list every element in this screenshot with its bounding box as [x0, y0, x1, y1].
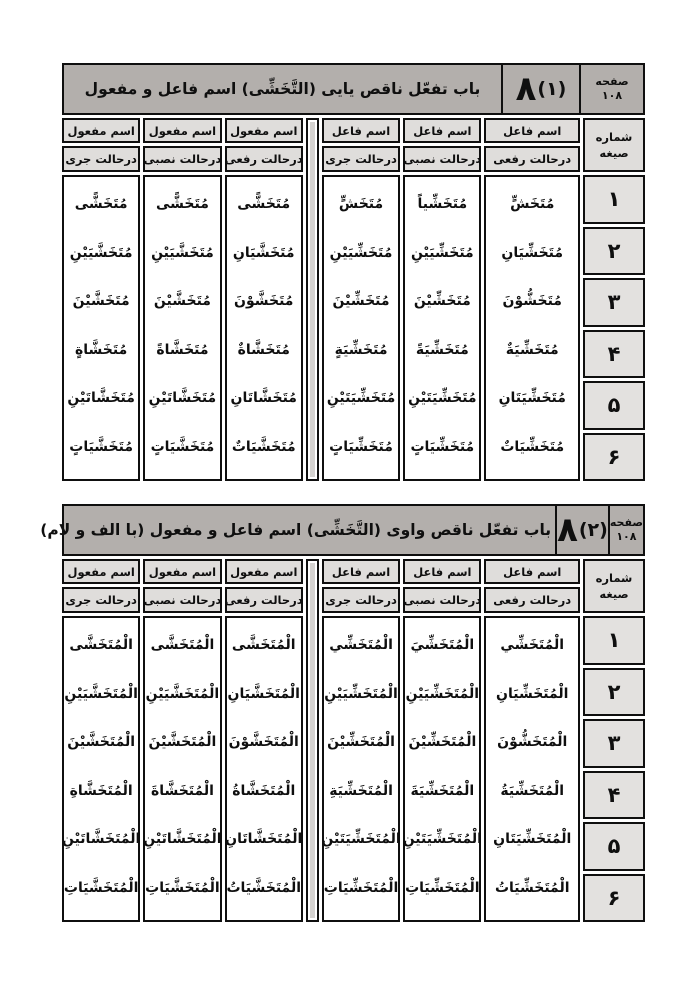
- column-ism-mafoul-jari: [62, 118, 140, 481]
- row-number-column: [583, 118, 645, 481]
- column-header-role: اسم مفعول: [143, 118, 221, 143]
- word-cell: مُتَخَشِّيَانِ: [501, 244, 564, 261]
- row-number-header: [583, 118, 645, 172]
- row-number: ۶: [583, 433, 645, 482]
- word-cell: الْمُتَخَشِّيَاتِ: [323, 879, 399, 896]
- column-ism-mafoul-jari: [62, 559, 140, 922]
- row-number: ۱: [583, 616, 645, 665]
- column-header-role: اسم مفعول: [62, 118, 140, 143]
- word-cell: مُتَخَشِّيْنَ: [413, 293, 471, 310]
- word-cell: مُتَخَشَّيَاتٍ: [150, 438, 215, 455]
- word-list: [143, 175, 221, 481]
- column-ism-fael-rafi: [484, 118, 580, 481]
- word-cell: مُتَخَشَّيَيْنِ: [151, 244, 214, 261]
- table-number-cell: [555, 506, 610, 554]
- page-content: [40, 63, 645, 922]
- column-header-case: درحالت نصبی: [403, 587, 481, 613]
- word-cell: الْمُتَخَشِّيَاتُ: [494, 879, 570, 896]
- column-header-role: اسم فاعل: [484, 559, 580, 584]
- word-cell: مُتَخَشٍّ: [338, 196, 384, 213]
- word-cell: الْمُتَخَشِّي: [329, 637, 393, 654]
- column-ism-fael-nasbi: [403, 559, 481, 922]
- column-header-case: درحالت جری: [62, 146, 140, 172]
- row-number: ۴: [583, 330, 645, 379]
- column-header-role: اسم مفعول: [225, 559, 303, 584]
- word-list: [225, 175, 303, 481]
- word-cell: الْمُتَخَشِّيَيْنِ: [324, 685, 398, 702]
- page-number-cell: [581, 65, 643, 113]
- word-cell: مُتَخَشَّيْنَ: [72, 293, 130, 310]
- word-cell: مُتَخَشَّاتَيْنِ: [148, 390, 217, 407]
- page-word: صفحه: [609, 516, 643, 530]
- word-cell: الْمُتَخَشِّيَةُ: [500, 782, 565, 799]
- column-header-case: درحالت رفعی: [225, 146, 303, 172]
- column-header-case: درحالت رفعی: [484, 146, 580, 172]
- word-cell: مُتَخَشِّيَاتٍ: [410, 438, 475, 455]
- column-header-role: اسم فاعل: [322, 559, 400, 584]
- word-cell: الْمُتَخَشَّاتَيْنِ: [61, 831, 141, 848]
- table-8-1: [62, 63, 645, 481]
- column-header-case: درحالت رفعی: [225, 587, 303, 613]
- word-cell: الْمُتَخَشَّيْنَ: [67, 734, 136, 751]
- word-cell: مُتَخَشَّيْنَ: [153, 293, 211, 310]
- word-list: [322, 616, 400, 922]
- word-cell: مُتَخَشًّى: [74, 196, 128, 213]
- row-number: ۱: [583, 175, 645, 224]
- column-ism-fael-jari: [322, 118, 400, 481]
- column-ism-fael-jari: [322, 559, 400, 922]
- page-number: ۱۰۸: [601, 89, 623, 102]
- word-cell: الْمُتَخَشَّيَانِ: [227, 685, 300, 702]
- word-cell: مُتَخَشَّاةً: [156, 341, 209, 358]
- word-cell: مُتَخَشَّيَانِ: [232, 244, 295, 261]
- word-cell: مُتَخَشُّوْنَ: [502, 293, 562, 310]
- word-cell: مُتَخَشِّيَةٍ: [334, 341, 388, 358]
- word-cell: مُتَخَشٍّ: [510, 196, 555, 213]
- word-cell: الْمُتَخَشِّيَتَانِ: [493, 831, 572, 848]
- word-list: [403, 175, 481, 481]
- num-header-line1: شماره: [595, 570, 633, 585]
- column-header-role: اسم فاعل: [403, 118, 481, 143]
- word-cell: الْمُتَخَشَّوْنَ: [228, 734, 299, 751]
- page-number: ۱۰۸: [616, 530, 637, 543]
- word-cell: مُتَخَشِّيَاتٍ: [329, 438, 393, 455]
- word-cell: مُتَخَشَّيَيْنِ: [69, 244, 133, 261]
- word-cell: مُتَخَشَّاتَانِ: [230, 390, 297, 407]
- word-cell: الْمُتَخَشَّاتَيْنِ: [143, 831, 222, 848]
- column-header-case: درحالت جری: [62, 587, 140, 613]
- column-header-role: اسم مفعول: [143, 559, 221, 584]
- word-list: [322, 175, 400, 481]
- word-cell: الْمُتَخَشَّيَاتِ: [63, 879, 139, 896]
- row-number: ۳: [583, 719, 645, 768]
- word-cell: مُتَخَشِّيَتَيْنِ: [408, 390, 477, 407]
- column-ism-fael-rafi: [484, 559, 580, 922]
- word-cell: مُتَخَشَّوْنَ: [234, 293, 294, 310]
- word-cell: الْمُتَخَشِّيَةِ: [329, 782, 393, 799]
- word-cell: الْمُتَخَشَّاةُ: [232, 782, 296, 799]
- column-ism-mafoul-rafi: [225, 118, 303, 481]
- table-1-title-row: [62, 63, 645, 115]
- column-header-role: اسم مفعول: [225, 118, 303, 143]
- word-list: [484, 175, 580, 481]
- word-cell: مُتَخَشًّى: [156, 196, 209, 213]
- word-cell: مُتَخَشَّاتَيْنِ: [67, 390, 135, 407]
- column-header-case: درحالت نصبی: [143, 587, 221, 613]
- column-ism-mafoul-nasbi: [143, 559, 221, 922]
- row-number: ۴: [583, 771, 645, 820]
- word-cell: الْمُتَخَشِّيْنَ: [327, 734, 395, 751]
- word-list: [484, 616, 580, 922]
- column-header-role: اسم فاعل: [484, 118, 580, 143]
- word-list: [403, 616, 481, 922]
- word-cell: مُتَخَشَّاةٍ: [75, 341, 128, 358]
- word-cell: الْمُتَخَشَّيَاتِ: [145, 879, 220, 896]
- word-cell: مُتَخَشَّيَاتٍ: [69, 438, 134, 455]
- word-cell: الْمُتَخَشِّيَيْنِ: [405, 685, 480, 702]
- column-header-case: درحالت نصبی: [143, 146, 221, 172]
- table-number-paren: (۲): [578, 518, 608, 541]
- column-header-case: درحالت جری: [322, 587, 400, 613]
- group-divider-strip: [306, 559, 319, 922]
- word-cell: الْمُتَخَشَّيْنَ: [148, 734, 217, 751]
- num-header-line2: صیغه: [599, 146, 629, 160]
- word-list: [225, 616, 303, 922]
- word-cell: الْمُتَخَشِّيَاتِ: [405, 879, 480, 896]
- word-cell: مُتَخَشًّى: [237, 196, 291, 213]
- word-cell: الْمُتَخَشَّى: [231, 637, 296, 654]
- row-number: ۲: [583, 668, 645, 717]
- table-title: باب تفعّل ناقص یایی (التَّخَشِّی) اسم فاعل و مفعول: [84, 80, 481, 98]
- num-header-line2: صیغه: [599, 587, 629, 601]
- row-number: ۲: [583, 227, 645, 276]
- word-list: [62, 175, 140, 481]
- word-cell: مُتَخَشِّيْنَ: [332, 293, 390, 310]
- column-header-role: اسم فاعل: [403, 559, 481, 584]
- word-cell: الْمُتَخَشَّيَيْنِ: [64, 685, 138, 702]
- word-cell: الْمُتَخَشِّيَ: [410, 637, 475, 654]
- word-cell: الْمُتَخَشُّوْنَ: [497, 734, 568, 751]
- word-cell: الْمُتَخَشَّى: [69, 637, 133, 654]
- table-number-big: ۸: [557, 510, 578, 550]
- table-number-big: ۸: [515, 69, 537, 109]
- column-header-case: درحالت نصبی: [403, 146, 481, 172]
- word-cell: الْمُتَخَشَّيَاتُ: [226, 879, 302, 896]
- column-header-role: اسم مفعول: [62, 559, 140, 584]
- row-number-column: [583, 559, 645, 922]
- word-cell: الْمُتَخَشِّيْنَ: [408, 734, 477, 751]
- page-word: صفحه: [595, 75, 629, 89]
- row-number: ۳: [583, 278, 645, 327]
- table-1-grid: [62, 118, 645, 481]
- word-cell: مُتَخَشِّيَاتٌ: [500, 438, 565, 455]
- column-ism-mafoul-rafi: [225, 559, 303, 922]
- word-list: [62, 616, 140, 922]
- word-cell: الْمُتَخَشَّاةِ: [69, 782, 133, 799]
- table-2-title-row: [40, 504, 645, 556]
- table-number-cell: [501, 65, 581, 113]
- word-cell: مُتَخَشِّيَيْنِ: [329, 244, 393, 261]
- word-cell: مُتَخَشِّيَتَانِ: [498, 390, 566, 407]
- word-cell: مُتَخَشِّيَةً: [415, 341, 469, 358]
- word-cell: الْمُتَخَشِّيَانِ: [496, 685, 569, 702]
- word-cell: مُتَخَشَّيَاتٌ: [231, 438, 296, 455]
- column-header-case: درحالت رفعی: [484, 587, 580, 613]
- table-number-paren: (۱): [537, 77, 567, 100]
- table-8-2: [40, 504, 645, 922]
- column-header-case: درحالت جری: [322, 146, 400, 172]
- word-cell: الْمُتَخَشِّيَتَيْنِ: [402, 831, 482, 848]
- table-2-grid: [62, 559, 645, 922]
- row-number: ۶: [583, 874, 645, 923]
- word-cell: مُتَخَشِّيَةٌ: [505, 341, 559, 358]
- word-cell: الْمُتَخَشَّاةَ: [150, 782, 214, 799]
- table-title: باب تفعّل ناقص واوی (التَّخَشِّی) اسم فاعل و مفعول (با الف و لام): [40, 521, 552, 539]
- num-header-line1: شماره: [595, 129, 633, 144]
- page-number-cell: [610, 506, 643, 554]
- word-cell: الْمُتَخَشَّى: [150, 637, 215, 654]
- word-cell: الْمُتَخَشِّي: [500, 637, 565, 654]
- row-number: ۵: [583, 381, 645, 430]
- column-ism-fael-nasbi: [403, 118, 481, 481]
- column-header-role: اسم فاعل: [322, 118, 400, 143]
- word-cell: الْمُتَخَشَّاتَانِ: [225, 831, 303, 848]
- word-cell: مُتَخَشِّيَيْنِ: [410, 244, 474, 261]
- word-cell: الْمُتَخَشِّيَتَيْنِ: [321, 831, 401, 848]
- row-number-header: [583, 559, 645, 613]
- group-divider-strip: [306, 118, 319, 481]
- word-cell: مُتَخَشِّيَتَيْنِ: [326, 390, 396, 407]
- column-ism-mafoul-nasbi: [143, 118, 221, 481]
- word-list: [143, 616, 221, 922]
- word-cell: الْمُتَخَشِّيَةَ: [410, 782, 475, 799]
- word-cell: مُتَخَشِّياً: [417, 196, 468, 213]
- word-cell: الْمُتَخَشَّيَيْنِ: [145, 685, 220, 702]
- word-cell: مُتَخَشَّاةٌ: [237, 341, 290, 358]
- row-number: ۵: [583, 822, 645, 871]
